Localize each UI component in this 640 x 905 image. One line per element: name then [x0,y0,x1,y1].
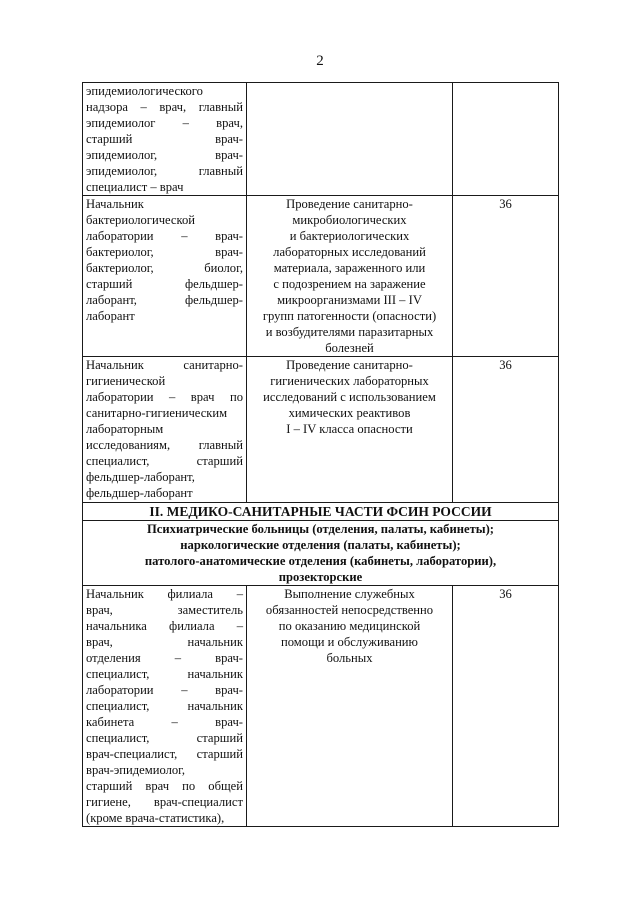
table-row-sanitary [83,357,559,503]
position-cell [83,586,247,827]
days-cell: 36 [453,357,559,503]
text-line: эпидемиолог – врач, [86,116,243,130]
text-line: лаборатории – врач- [86,229,243,243]
text-line: Проведение санитарно- [286,197,413,211]
text-line: специалист, начальник [86,699,243,713]
text-line: исследований с использованием [263,390,436,404]
leave-table [82,82,559,827]
position-cell [83,196,247,357]
section-row [83,503,559,521]
subsection-row [83,521,559,586]
section-title: II. МЕДИКО-САНИТАРНЫЕ ЧАСТИ ФСИН РОССИИ [83,503,559,521]
work-cell [247,83,453,196]
position-cell [83,357,247,503]
text-line: бактериолог, врач- [86,245,243,259]
text-line: эпидемиолог, врач- [86,148,243,162]
text-line: лаборант, фельдшер- [86,293,243,307]
days-cell: 36 [453,196,559,357]
table-row-bacteriology [83,196,559,357]
text-line: патолого-анатомические отделения (кабинеты, лаборатории), [144,554,497,568]
text-line: гигиене, врач-специалист [86,795,243,809]
table-row-branch [83,586,559,827]
text-line: специалист, старший [86,454,243,468]
text-line: микроорганизмами III – IV [277,293,422,307]
text-line: Психиатрические больницы (отделения, палаты, кабинеты); [147,522,494,536]
text-line: и возбудителями паразитарных [265,325,434,339]
text-line: врач-специалист, старший [86,747,243,761]
text-line: фельдшер-лаборант [86,486,193,500]
text-line: гигиенической [86,374,166,388]
text-line: лаборатории – врач по [86,390,243,404]
text-line: лаборант [86,309,135,323]
text-line: старший фельдшер- [86,277,243,291]
work-cell [247,586,453,827]
text-line: санитарно-гигиеническим [86,406,228,420]
text-line: эпидемиолог, главный [86,164,243,178]
text-line: Начальник [86,197,144,211]
text-line: Начальник санитарно- [86,358,243,372]
text-line: с подозрением на заражение [273,277,426,291]
text-line: лабораторных исследований [273,245,426,259]
days-cell: 36 [453,586,559,827]
text-line: старший врач по общей [86,779,243,793]
subsection-title [83,521,559,586]
text-line: по оказанию медицинской [278,619,421,633]
text-line: начальника филиала – [86,619,243,633]
text-line: надзора – врач, главный [86,100,243,114]
text-line: специалист, начальник [86,667,243,681]
text-line: отделения – врач- [86,651,243,665]
text-line: обязанностей непосредственно [265,603,434,617]
work-cell [247,357,453,503]
days-cell [453,83,559,196]
text-line: старший врач- [86,132,243,146]
text-line: гигиенических лабораторных [270,374,429,388]
text-line: специалист – врач [86,180,184,194]
text-line: материала, зараженного или [273,261,426,275]
text-line: врач-эпидемиолог, [86,763,186,777]
text-line: бактериолог, биолог, [86,261,243,275]
page-number: 2 [316,53,324,69]
text-line: химических реактивов [288,406,411,420]
text-line: эпидемиологического [86,84,203,98]
text-line: больных [326,651,373,665]
text-line: врач, заместитель [86,603,243,617]
text-line: лабораторным [86,422,164,436]
text-line: исследованиям, главный [86,438,243,452]
text-line: групп патогенности (опасности) [262,309,437,323]
text-line: и бактериологических [289,229,410,243]
text-line: врач, начальник [86,635,243,649]
text-line: Проведение санитарно- [286,358,413,372]
text-line: Выполнение служебных [284,587,415,601]
text-line: прозекторские [278,570,363,584]
work-cell [247,196,453,357]
text-line: наркологические отделения (палаты, кабинеты); [180,538,461,552]
position-cell [83,83,247,196]
table-row-continuation [83,83,559,196]
text-line: фельдшер-лаборант, [86,470,195,484]
text-line: I – IV класса опасности [286,422,413,436]
text-line: Начальник филиала – [86,587,243,601]
text-line: болезней [325,341,374,355]
text-line: специалист, старший [86,731,243,745]
text-line: кабинета – врач- [86,715,243,729]
text-line: бактериологической [86,213,196,227]
text-line: микробиологических [292,213,407,227]
text-line: (кроме врача-статистика), [86,811,225,825]
text-line: лаборатории – врач- [86,683,243,697]
text-line: помощи и обслуживанию [281,635,418,649]
